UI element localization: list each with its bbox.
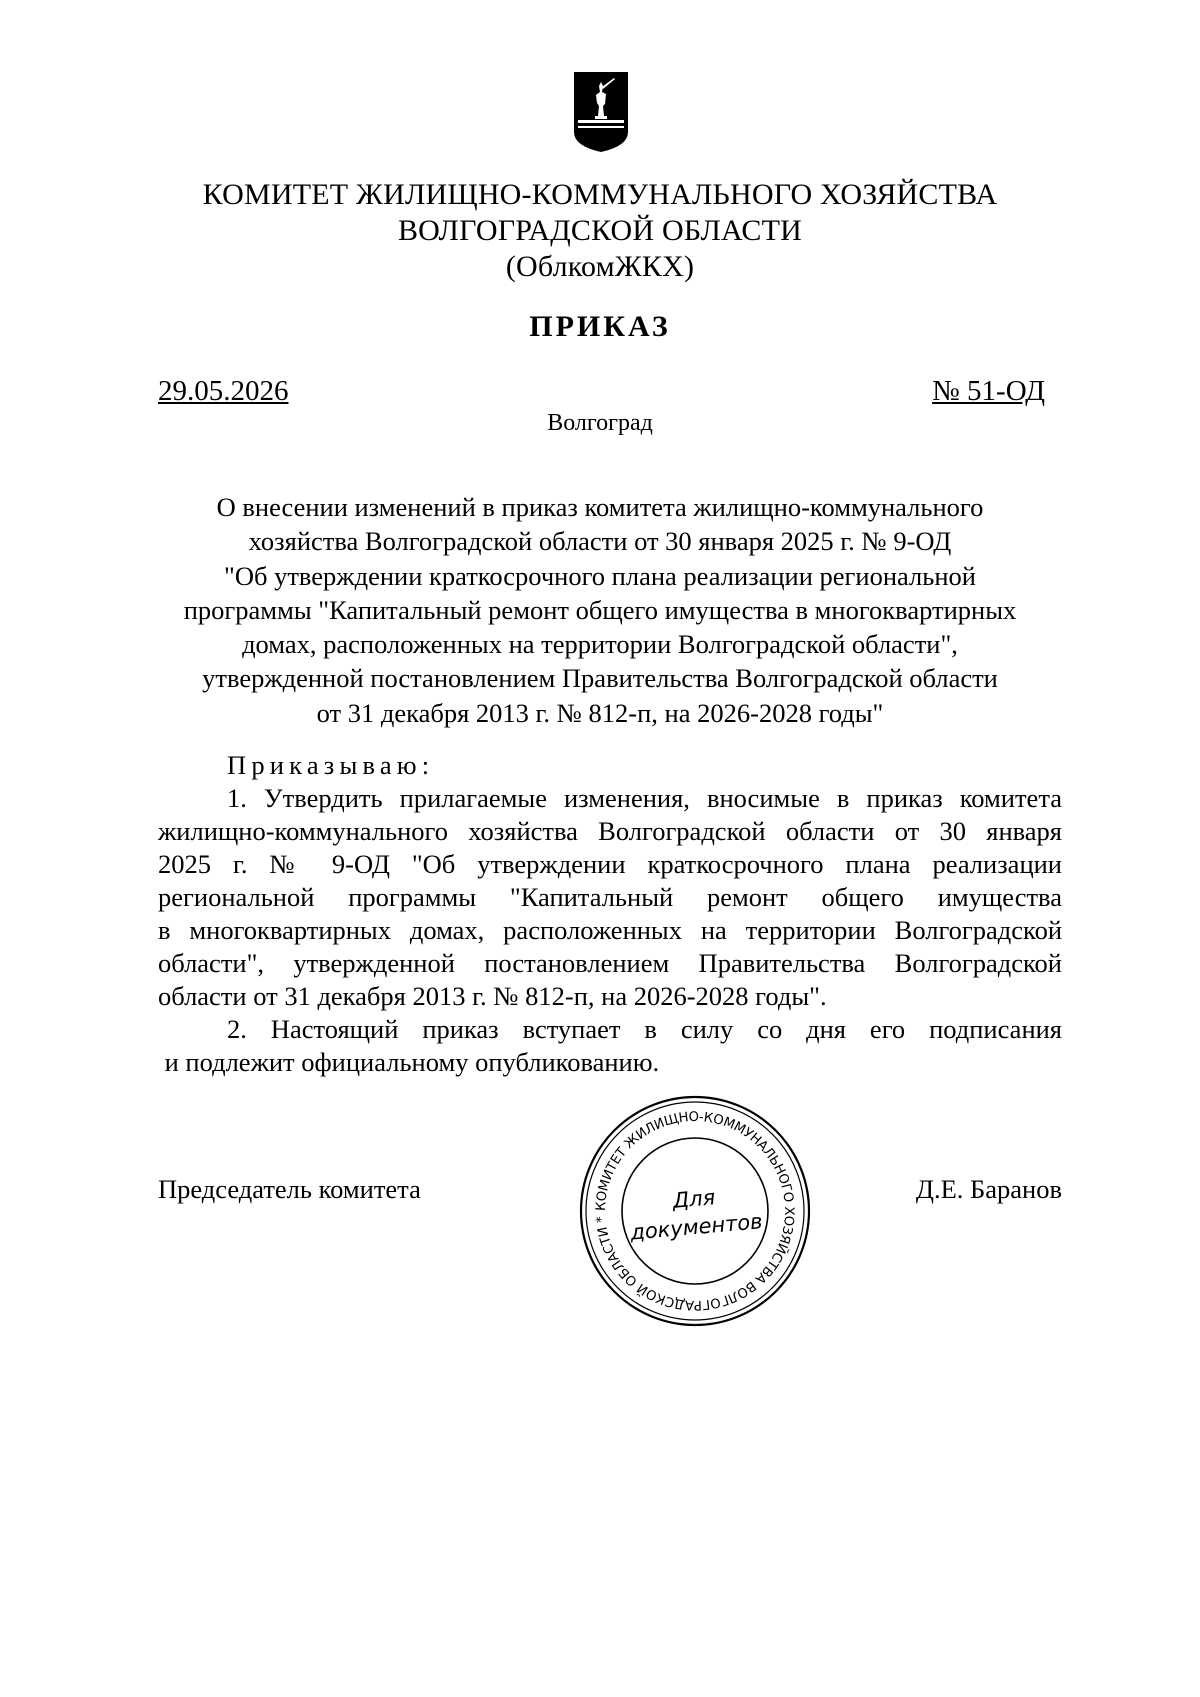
title-line: хозяйства Волгоградской области от 30 января 2025 г. № 9-ОД bbox=[248, 526, 952, 557]
svg-text:КОМИТЕТ ЖИЛИЩНО-КОММУНАЛЬНОГО bbox=[594, 1110, 796, 1312]
stamp-center-line-1: Для bbox=[671, 1185, 717, 1213]
item-1-line: жилищно-коммунального хозяйства Волгоградской области от 30 января bbox=[158, 816, 1062, 846]
order-word: Приказываю: bbox=[227, 750, 435, 780]
document-number: № 51-ОД bbox=[932, 375, 1045, 407]
org-name-line-2: ВОЛГОГРАДСКОЙ ОБЛАСТИ bbox=[397, 214, 803, 247]
title-line: программы "Капитальный ремонт общего имущества в многоквартирных bbox=[183, 594, 1017, 625]
org-abbreviation: (ОблкомЖКХ) bbox=[505, 250, 695, 283]
stamp-ring-text: КОМИТЕТ ЖИЛИЩНО-КОММУНАЛЬНОГО ХОЗЯЙСТВА ВОЛГОГРАДСКОЙ ОБЛАСТИ * bbox=[593, 1109, 797, 1313]
title-line: утвержденной постановлением Правительства Волгоградской области bbox=[202, 663, 998, 694]
document-date: 29.05.2026 bbox=[158, 375, 289, 407]
coat-of-arms-icon bbox=[572, 70, 630, 154]
item-1-line: региональной программы "Капитальный ремонт общего имущества bbox=[158, 882, 1062, 912]
signer-position: Председатель комитета bbox=[158, 1174, 421, 1204]
official-stamp bbox=[576, 1092, 814, 1330]
item-1-line: области", утвержденной постановлением Правительства Волгоградской bbox=[158, 948, 1062, 978]
item-1-line: 2025 г. № 9-ОД "Об утверждении краткосрочного плана реализации bbox=[158, 849, 1062, 879]
title-line: "Об утверждении краткосрочного плана реализации региональной bbox=[224, 560, 976, 591]
item-1-line: 1. Утвердить прилагаемые изменения, вносимые в приказ комитета bbox=[227, 783, 1062, 813]
document-type: ПРИКАЗ bbox=[529, 310, 671, 343]
title-line: О внесении изменений в приказ комитета жилищно-коммунального bbox=[216, 492, 984, 522]
title-line: домах, расположенных на территории Волгоградской области", bbox=[242, 629, 958, 660]
item-2-line: 2. Настоящий приказ вступает в силу со дня его подписания bbox=[227, 1014, 1062, 1044]
org-name-line-1: КОМИТЕТ ЖИЛИЩНО-КОММУНАЛЬНОГО ХОЗЯЙСТВА bbox=[202, 178, 998, 211]
stamp-center-line-2: документов bbox=[629, 1209, 764, 1245]
document-city: Волгоград bbox=[547, 410, 653, 436]
item-2-line: и подлежит официальному опубликованию. bbox=[158, 1047, 660, 1077]
document-title bbox=[0, 490, 1200, 730]
item-1-line: в многоквартирных домах, расположенных на территории Волгоградской bbox=[158, 915, 1062, 945]
item-1-line: области от 31 декабря 2013 г. № 812-п, на 2026-2028 годы". bbox=[158, 981, 827, 1011]
document-body bbox=[158, 749, 1062, 1079]
title-line: от 31 декабря 2013 г. № 812-п, на 2026-2028 годы" bbox=[316, 697, 884, 728]
signer-name: Д.Е. Баранов bbox=[915, 1174, 1062, 1204]
